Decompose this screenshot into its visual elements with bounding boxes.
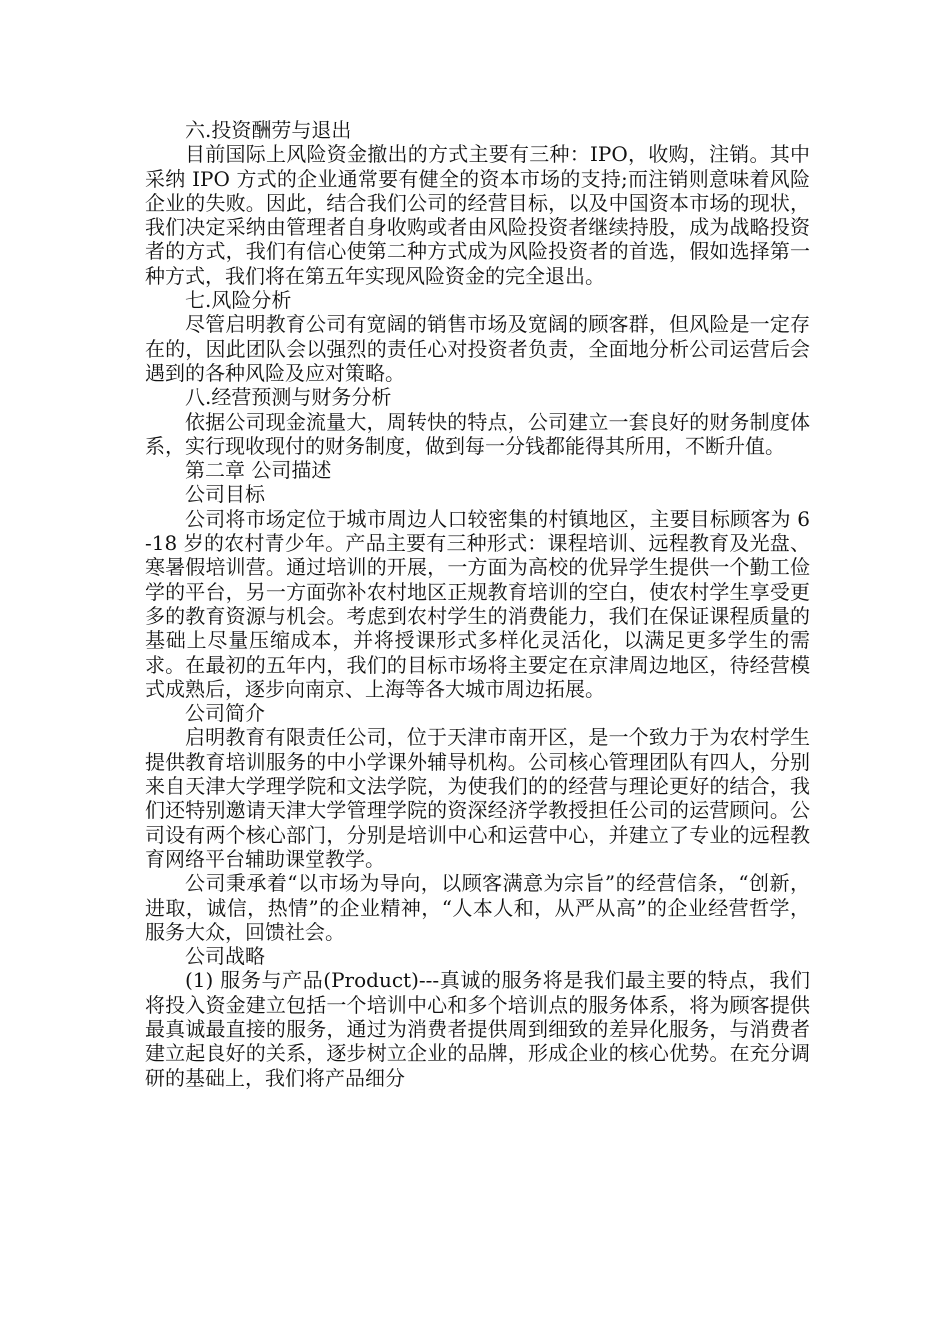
paragraph-risk-analysis: 尽管启明教育公司有宽阔的销售市场及宽阔的顾客群，但风险是一定存在的，因此团队会以强烈的责任心对投资者负责，全面地分析公司运营后会遇到的各种风险及应对策略。	[145, 312, 810, 385]
paragraph-company-strategy: (1) 服务与产品(Product)---真诚的服务将是我们最主要的特点，我们将投入资金建立包括一个培训中心和多个培训点的服务体系，将为顾客提供最真诚最直接的服务，通过为消费者提供周到细致的差异化服务，与消费者建立起良好的关系，逐步树立企业的品牌，形成企业的核心优势。在充分调研的基础上，我们将产品细分	[145, 968, 810, 1090]
paragraph-company-goal: 公司将市场定位于城市周边人口较密集的村镇地区，主要目标顾客为 6-18 岁的农村青少年。产品主要有三种形式：课程培训、远程教育及光盘、寒暑假培训营。通过培训的开展，一方面为高校的优异学生提供一个勤工俭学的平台，另一方面弥补农村地区正规教育培训的空白，使农村学生享受更多的教育资源与机会。考虑到农村学生的消费能力，我们在保证课程质量的基础上尽量压缩成本，并将授课形式多样化灵活化，以满足更多学生的需求。在最初的五年内，我们的目标市场将主要定在京津周边地区，待经营模式成熟后，逐步向南京、上海等各大城市周边拓展。	[145, 506, 810, 701]
paragraph-financial-analysis: 依据公司现金流量大，周转快的特点，公司建立一套良好的财务制度体系，实行现收现付的财务制度，做到每一分钱都能得其所用，不断升值。	[145, 409, 810, 458]
chapter-heading-company-description: 第二章 公司描述	[185, 458, 332, 483]
section-heading-company-intro: 公司简介	[185, 701, 265, 726]
paragraph-company-philosophy: 公司秉承着“以市场为导向，以顾客满意为宗旨”的经营信条，“创新，进取，诚信，热情”的企业精神，“人本人和，从严从高”的企业经营哲学，服务大众，回馈社会。	[145, 871, 810, 944]
document-page	[145, 118, 810, 1090]
section-heading-financial-analysis: 八.经营预测与财务分析	[185, 385, 392, 410]
paragraph-investment-exit: 目前国际上风险资金撤出的方式主要有三种：IPO，收购，注销。其中采纳 IPO 方式的企业通常要有健全的资本市场的支持;而注销则意味着风险企业的失败。因此，结合我们公司的经营目标，以及中国资本市场的现状，我们决定采纳由管理者自身收购或者由风险投资者继续持股，成为战略投资者的方式，我们有信心使第二种方式成为风险投资者的首选，假如选择第一种方式，我们将在第五年实现风险资金的完全退出。	[145, 142, 810, 288]
section-heading-company-goal: 公司目标	[185, 482, 265, 507]
section-heading-investment-exit: 六.投资酬劳与退出	[185, 118, 352, 142]
section-heading-risk-analysis: 七.风险分析	[185, 288, 292, 313]
paragraph-company-intro: 启明教育有限责任公司，位于天津市南开区，是一个致力于为农村学生提供教育培训服务的中小学课外辅导机构。公司核心管理团队有四人，分别来自天津大学理学院和文法学院，为使我们的的经营与理论更好的结合，我们还特别邀请天津大学管理学院的资深经济学教授担任公司的运营顾问。公司设有两个核心部门，分别是培训中心和运营中心，并建立了专业的远程教育网络平台辅助课堂教学。	[145, 725, 810, 871]
section-heading-company-strategy: 公司战略	[185, 944, 265, 969]
